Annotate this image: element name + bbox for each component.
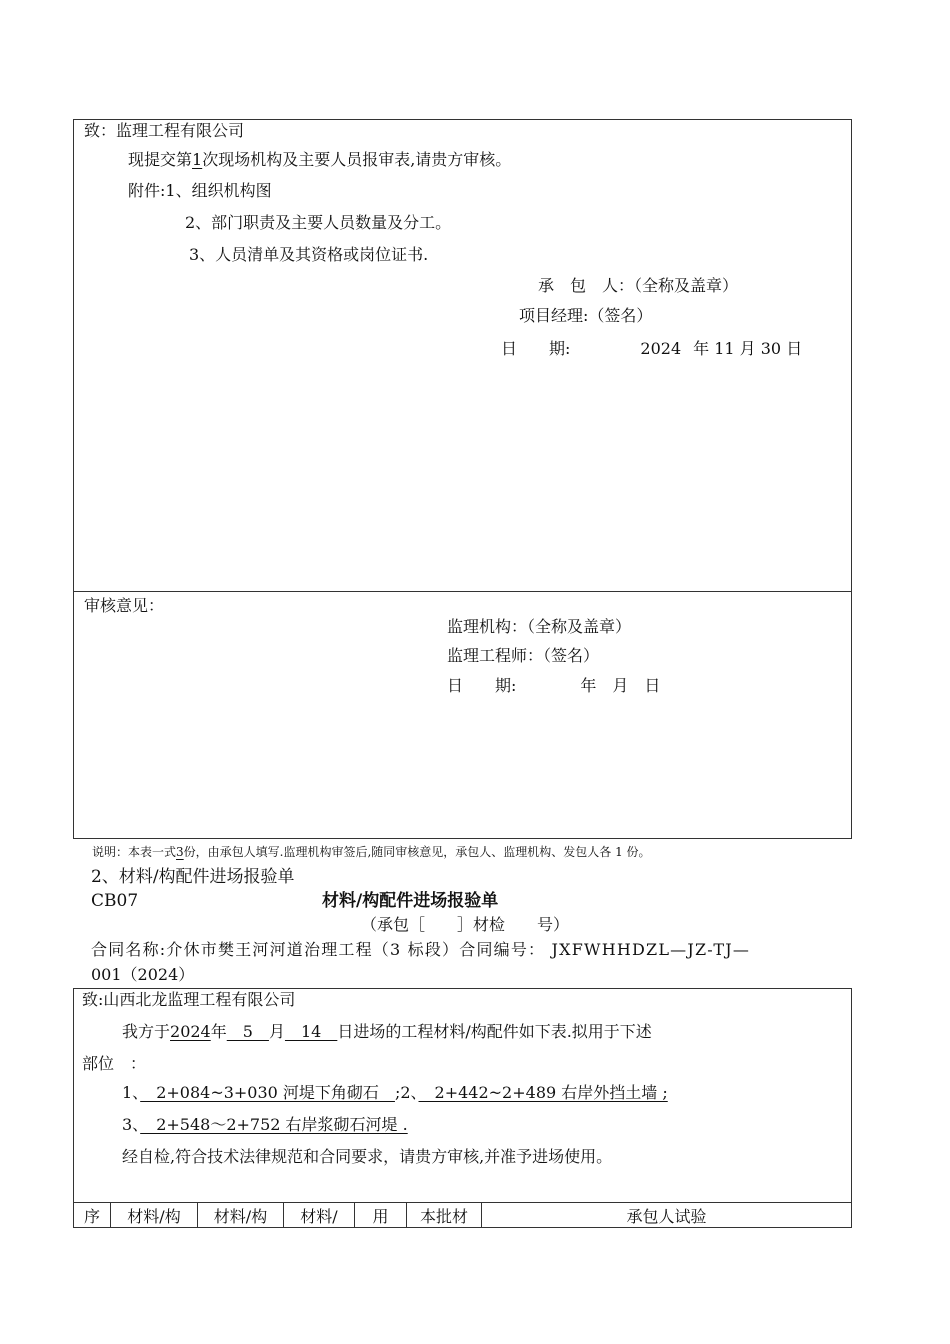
location-item-3 [122, 1115, 408, 1135]
form-code: CB07 [91, 891, 139, 911]
review-date: 日 期: 年 月 日 [447, 676, 661, 695]
form1-attachment-1: 附件:1、组织机构图 [128, 181, 272, 200]
contract-line: 合同名称:介休市樊王河河道治理工程（3 标段）合同编号： JXFWHHDZL—JZ-TJ— [91, 940, 751, 959]
submit-post: 次现场机构及主要人员报审表,请贵方审核。 [202, 150, 512, 169]
form1-attachment-2: 2、部门职责及主要人员数量及分工。 [185, 213, 452, 232]
item-separator: ;2、 [394, 1083, 419, 1102]
arrival-pre: 我方于 [122, 1022, 171, 1041]
item2-value: 2+442~2+489 右岸外挡土墙 ; [418, 1083, 668, 1102]
note-pre: 说明：本表一式 [92, 845, 177, 859]
col-material-1: 材料/构 [111, 1203, 198, 1228]
note-number: 3 [176, 845, 184, 859]
arrival-post: 日进场的工程材料/构配件如下表.拟用于下述 [337, 1022, 652, 1041]
section-heading: 2、材料/构配件进场报验单 [91, 867, 295, 887]
col-use: 用 [355, 1203, 407, 1228]
form1-note [92, 844, 651, 860]
supervisor-org: 监理机构：（全称及盖章） [447, 617, 632, 636]
date-label: 日 期: [501, 339, 571, 358]
submit-pre: 现提交第 [128, 150, 193, 169]
col-contractor-test: 承包人试验 [482, 1203, 852, 1228]
note-post: 份，由承包人填写.监理机构审签后,随同审核意见，承包人、监理机构、发包人各 1 份。 [183, 845, 651, 859]
col-material-2: 材料/构 [198, 1203, 284, 1228]
submit-number: 1 [192, 150, 203, 169]
review-title: 审核意见： [84, 596, 165, 615]
form1-date [501, 339, 802, 359]
form1-submit-line [128, 150, 511, 170]
col-material-3: 材料/ [284, 1203, 355, 1228]
month-unit: 月 [268, 1022, 285, 1041]
conclusion: 经自检,符合技术法律规范和合同要求，请贵方审核,并准予进场使用。 [122, 1147, 613, 1166]
item3-prefix: 3、 [122, 1115, 141, 1134]
arrival-day: 14 [284, 1022, 338, 1041]
supervisor-engineer: 监理工程师：（签名） [447, 646, 600, 665]
arrival-month: 5 [226, 1022, 269, 1041]
date-rest: 年 11 月 30 日 [693, 339, 803, 358]
form1-addressee: 致：监理工程有限公司 [84, 121, 245, 140]
item1-prefix: 1、 [122, 1083, 141, 1102]
form1-contractor: 承 包 人：（全称及盖章） [538, 276, 739, 295]
table-header-row [74, 1203, 852, 1228]
location-items-1-2 [122, 1083, 668, 1103]
location-label: 部位 ： [82, 1054, 147, 1073]
arrival-year: 2024 [170, 1022, 211, 1041]
form1-attachment-3: 3、人员清单及其资格或岗位证书. [189, 245, 429, 264]
materials-table [73, 1202, 852, 1228]
year-unit: 年 [210, 1022, 227, 1041]
col-seq: 序 [74, 1203, 111, 1228]
form1-project-manager: 项目经理:（签名） [519, 306, 653, 325]
contract-line-2: 001（2024） [91, 965, 195, 984]
item1-value: 2+084~3+030 河堤下角砌石 [140, 1083, 395, 1102]
form2-title: 材料/构配件进场报验单 [322, 891, 499, 911]
date-year: 2024 [640, 339, 682, 358]
arrival-line [122, 1022, 652, 1042]
item3-value: 2+548～2+752 右岸浆砌石河堤 . [140, 1115, 408, 1134]
form2-addressee: 致:山西北龙监理工程有限公司 [82, 990, 296, 1009]
form2-subtitle: （承包［ ］材检 号） [361, 915, 570, 934]
col-batch: 本批材 [407, 1203, 482, 1228]
